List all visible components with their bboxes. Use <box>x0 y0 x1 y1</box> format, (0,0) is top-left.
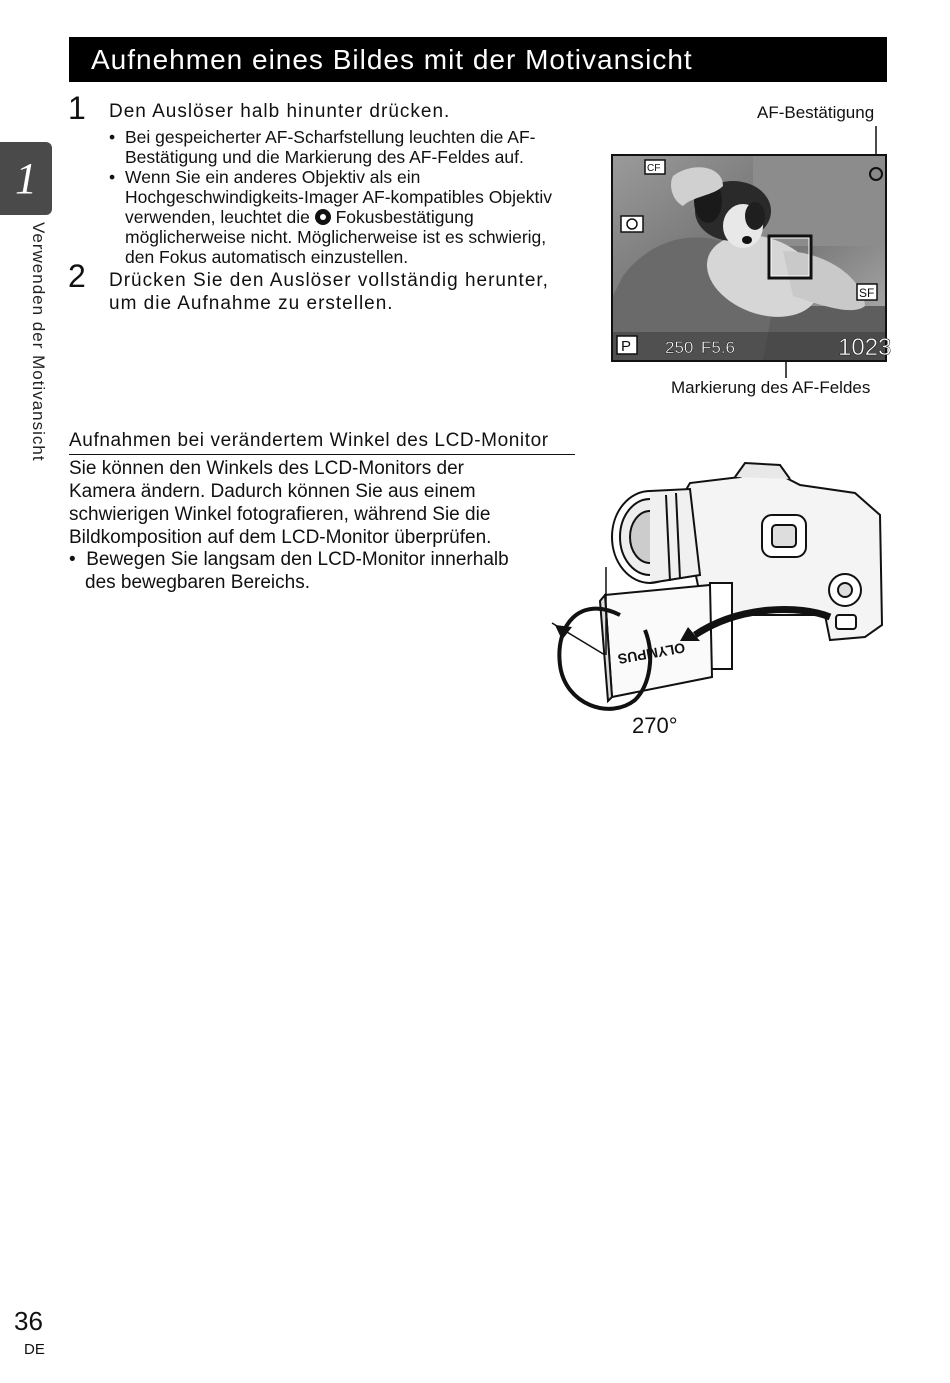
svg-text:250: 250 <box>665 338 694 357</box>
af-frame-label: Markierung des AF-Feldes <box>671 378 871 397</box>
chapter-side-label: Verwenden der Motivansicht <box>29 222 48 462</box>
page-number: 36 <box>14 1306 43 1336</box>
step-1-text: Den Auslöser halb hinunter drücken. <box>109 101 451 122</box>
section-heading: Aufnahmen bei verändertem Winkel des LCD-Monitor <box>69 430 575 455</box>
svg-text:F5.6: F5.6 <box>701 338 736 357</box>
svg-text:CF: CF <box>647 163 661 174</box>
svg-text:P: P <box>621 338 632 355</box>
chapter-number: 1 <box>15 154 37 203</box>
angle-label: 270° <box>632 713 678 738</box>
camera-illustration <box>540 455 900 745</box>
step-1-number: 1 <box>68 90 86 126</box>
lcd-screen-image <box>611 154 892 362</box>
section-paragraph: Sie können den Winkels des LCD-Monitors der Kamera ändern. Dadurch können Sie aus einem schwierigen Winkel fotografieren, während Sie die Bildkomposition auf dem LCD-Monitor überprüfen. <box>69 458 492 548</box>
page-title: Aufnehmen eines Bildes mit der Motivansicht <box>69 37 887 82</box>
af-confirm-label: AF-Bestätigung <box>757 103 875 122</box>
lcd-photo <box>613 156 892 361</box>
step-1-bullet-1: • Bei gespeicherter AF-Scharfstellung leuchten die AF- Bestätigung und die Markierung des AF-Feldes auf. <box>109 127 536 167</box>
page-language: DE <box>24 1341 45 1358</box>
step-2-text: Drücken Sie den Auslöser vollständig herunter, um die Aufnahme zu erstellen. <box>109 270 549 314</box>
svg-text:1023: 1023 <box>838 334 892 361</box>
step-2-number: 2 <box>68 258 86 294</box>
step-1-bullet-2: • Wenn Sie ein anderes Objektiv als ein Hochgeschwindigkeits-Imager AF-kompatibles Objektiv verwenden, leuchtet die Fokusbestätigung möglicherweise nicht. Möglicherweise ist es schwierig, den Fokus automatisch einzustellen. <box>109 167 552 267</box>
section-bullet: • Bewegen Sie langsam den LCD-Monitor innerhalb des bewegbaren Bereichs. <box>69 549 509 593</box>
svg-text:SF: SF <box>859 286 875 300</box>
brand-logo: OLYMPUS <box>616 639 687 668</box>
